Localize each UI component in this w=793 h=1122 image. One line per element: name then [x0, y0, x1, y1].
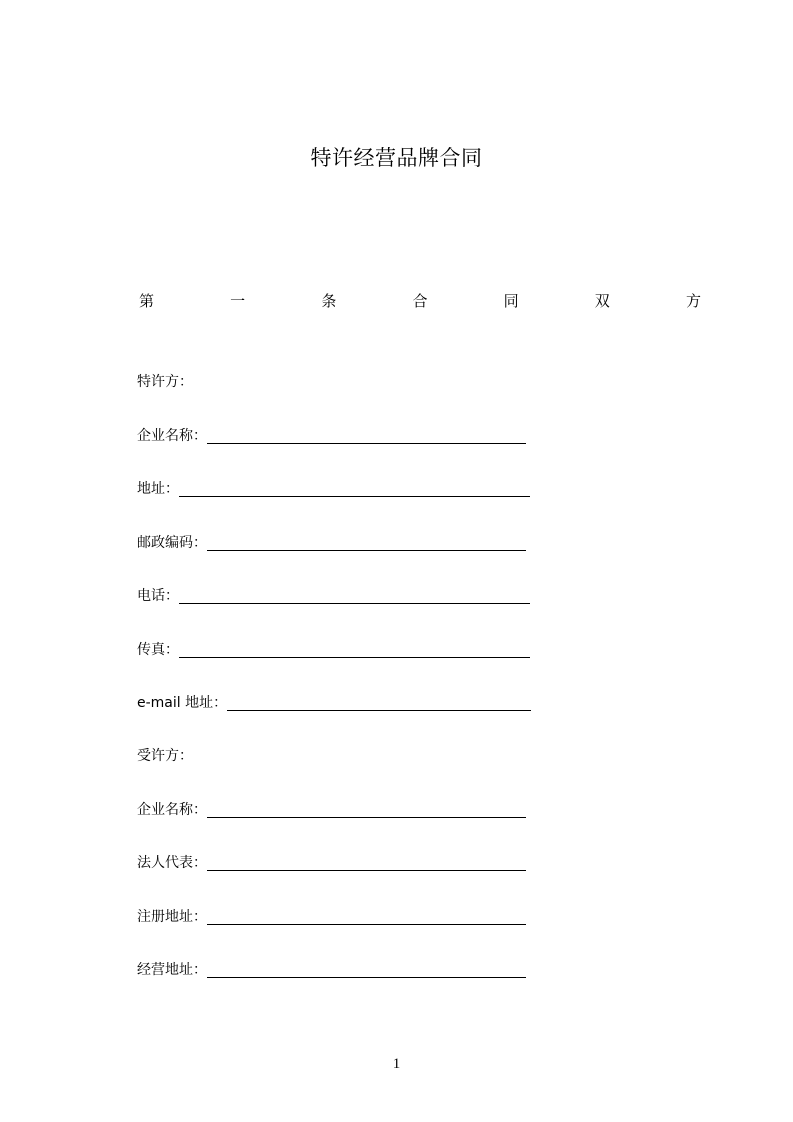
section-heading-char: 一: [230, 292, 246, 310]
field-label: 企业名称：: [137, 428, 207, 444]
document-title: 特许经营品牌合同: [310, 146, 483, 170]
field-label: 传真：: [137, 642, 179, 658]
franchisor-postcode-field: [137, 532, 526, 552]
section-heading-char: 方: [685, 292, 701, 310]
fill-in-blank: [207, 963, 526, 978]
fill-in-blank: [179, 589, 530, 604]
fill-in-blank: [227, 696, 531, 711]
franchisee-heading-label: 受许方：: [137, 748, 193, 764]
field-label: 邮政编码：: [137, 535, 207, 551]
field-label: 经营地址：: [137, 962, 207, 978]
franchisee-business-address-field: [137, 959, 526, 979]
field-label: 企业名称：: [137, 802, 207, 818]
field-label: 地址：: [137, 481, 179, 497]
section-heading-char: 第: [139, 292, 155, 310]
fill-in-blank: [207, 536, 526, 551]
section-heading-char: 双: [594, 292, 610, 310]
franchisee-heading: [137, 745, 193, 765]
fill-in-blank: [179, 643, 530, 658]
section-heading-char: 同: [503, 292, 519, 310]
franchisee-registered-address-field: [137, 906, 526, 926]
field-label: 电话：: [137, 588, 179, 604]
fill-in-blank: [179, 482, 530, 497]
franchisor-heading: [137, 371, 193, 391]
section-heading-char: 条: [321, 292, 337, 310]
franchisor-phone-field: [137, 585, 530, 605]
franchisee-company-name-field: [137, 799, 526, 819]
franchisor-address-field: [137, 478, 530, 498]
franchisor-company-name-field: [137, 425, 526, 445]
franchisee-legal-rep-field: [137, 852, 526, 872]
section-heading-char: 合: [412, 292, 428, 310]
franchisor-fax-field: [137, 639, 530, 659]
fill-in-blank: [207, 856, 526, 871]
franchisor-email-field: [137, 692, 531, 712]
fill-in-blank: [207, 429, 526, 444]
field-label: 注册地址：: [137, 909, 207, 925]
fill-in-blank: [207, 803, 526, 818]
field-label: 法人代表：: [137, 855, 207, 871]
franchisor-heading-label: 特许方：: [137, 374, 193, 390]
fill-in-blank: [207, 910, 526, 925]
page-number: 1: [392, 1056, 401, 1072]
field-label: e-mail 地址：: [137, 695, 228, 711]
section-heading: [139, 290, 701, 311]
